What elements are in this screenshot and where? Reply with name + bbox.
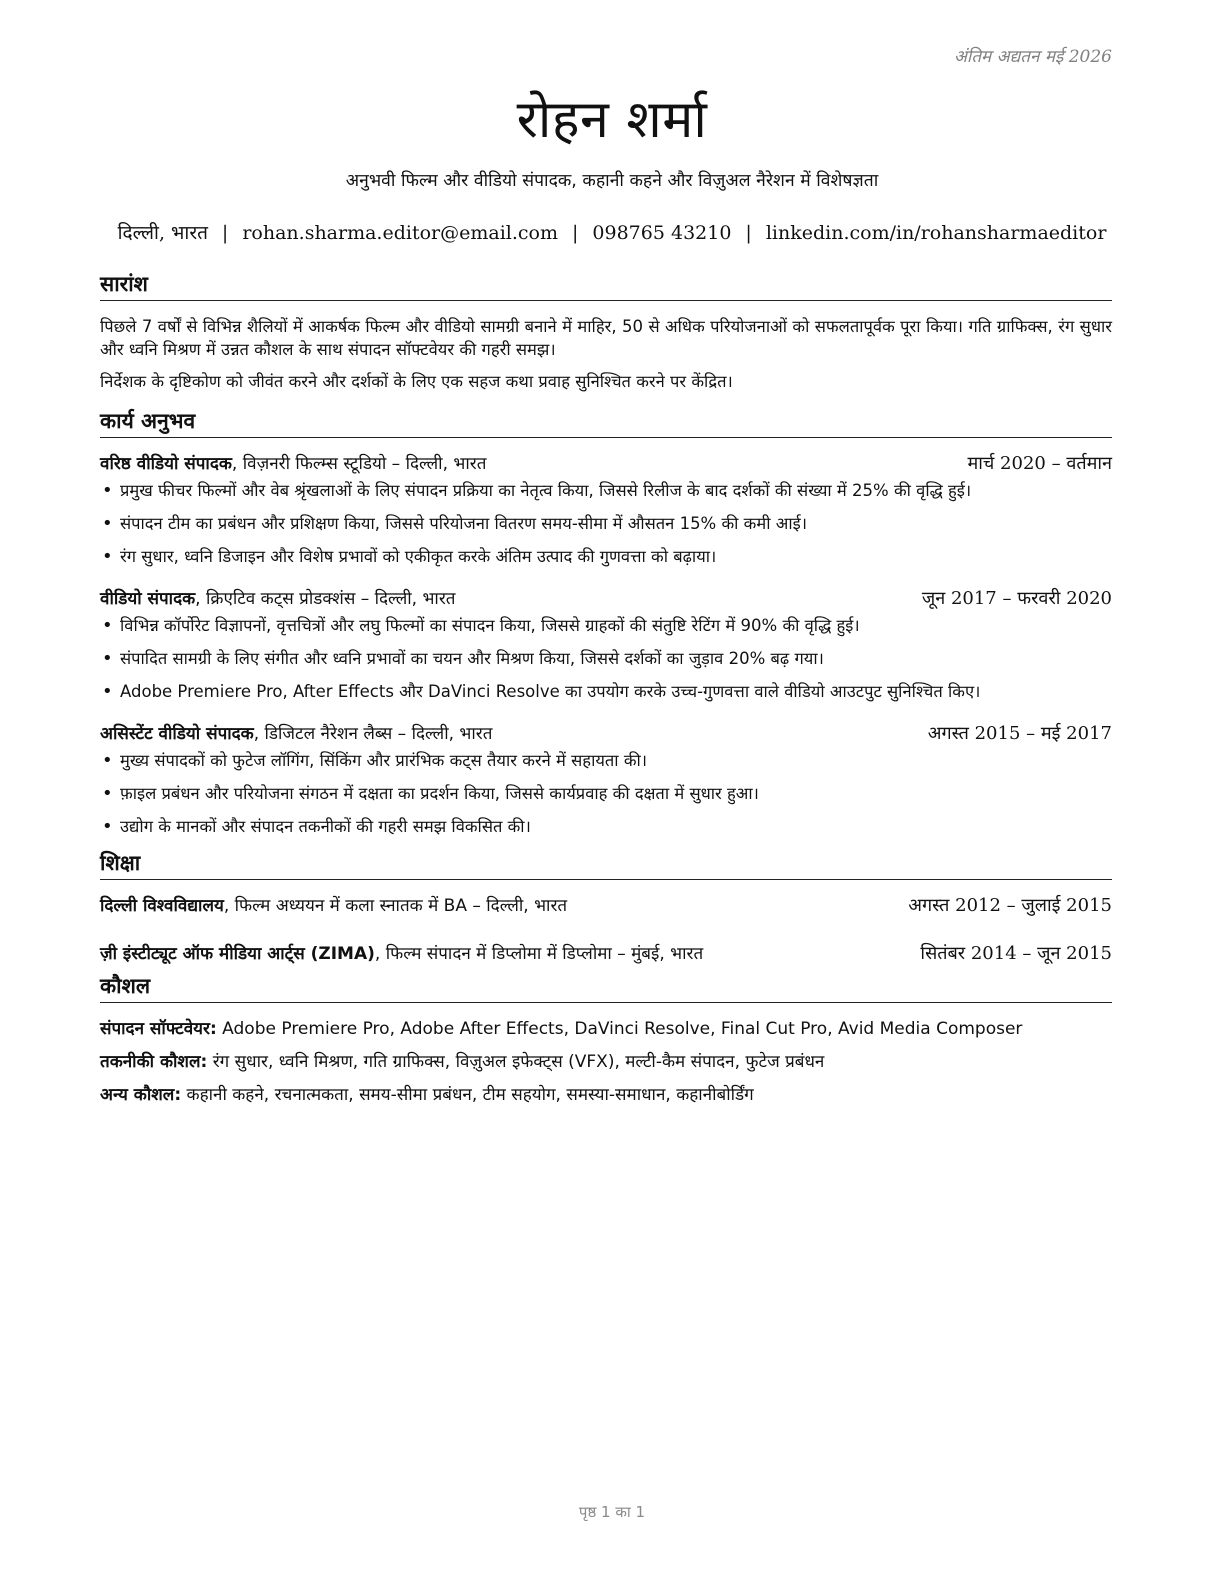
job-org: , विज़नरी फिल्म्स स्टूडियो – दिल्ली, भारत (231, 454, 487, 474)
job-bullet: • प्रमुख फीचर फिल्मों और वेब श्रृंखलाओं के लिए संपादन प्रक्रिया का नेतृत्व किया, जिससे रिलीज के बाद दर्शकों की संख्या में 25% की वृद्धि हुई। (100, 479, 1112, 503)
skill-label: अन्य कौशल: (100, 1085, 182, 1105)
contact-line (0, 219, 1224, 245)
job-entry (100, 452, 1112, 569)
skill-value: कहानी कहने, रचनात्मकता, समय-सीमा प्रबंधन, टीम सहयोग, समस्या-समाधान, कहानीबोर्डिंग (181, 1085, 754, 1105)
skill-label: तकनीकी कौशल: (100, 1052, 208, 1072)
job-bullets (100, 479, 1112, 569)
section-title-summary: सारांश (100, 270, 1112, 301)
job-role: वरिष्ठ वीडियो संपादक (100, 454, 232, 474)
job-header (100, 722, 1112, 746)
contact-separator: | (221, 222, 229, 244)
section-title-skills: कौशल (100, 972, 1112, 1003)
job-bullet: • उद्योग के मानकों और संपादन तकनीकों की गहरी समझ विकसित की। (100, 815, 1112, 839)
skill-row (100, 1050, 1112, 1074)
job-org: , क्रिएटिव कट्स प्रोडक्शंस – दिल्ली, भारत (195, 589, 456, 609)
job-header (100, 452, 1112, 476)
candidate-name: रोहन शर्मा (516, 90, 708, 150)
skill-value: रंग सुधार, ध्वनि मिश्रण, गति ग्राफिक्स, विज़ुअल इफेक्ट्स (VFX), मल्टी-कैम संपादन, फुटेज प्रबंधन (207, 1052, 825, 1072)
tagline: अनुभवी फिल्म और वीडियो संपादक, कहानी कहने और विज़ुअल नैरेशन में विशेषज्ञता (345, 171, 879, 191)
job-bullet: • रंग सुधार, ध्वनि डिजाइन और विशेष प्रभावों को एकीकृत करके अंतिम उत्पाद की गुणवत्ता को बढ़ाया। (100, 545, 1112, 569)
education-institution: ज़ी इंस्टीट्यूट ऑफ मीडिया आर्ट्स (ZIMA) (100, 944, 375, 964)
job-header (100, 587, 1112, 611)
job-bullets (100, 614, 1112, 704)
job-role: वीडियो संपादक (100, 589, 196, 609)
education-entry (100, 894, 1112, 918)
skill-value: Adobe Premiere Pro, Adobe After Effects, DaVinci Resolve, Final Cut Pro, Avid Media Composer (216, 1019, 1023, 1039)
last-updated: अंतिम अद्यतन मई 2026 (953, 47, 1112, 67)
job-dates: मार्च 2020 – वर्तमान (967, 453, 1112, 474)
job-entry (100, 722, 1112, 839)
job-bullet: • विभिन्न कॉर्पोरेट विज्ञापनों, वृत्तचित्रों और लघु फिल्मों का संपादन किया, जिससे ग्राहकों की संतुष्टि रेटिंग में 90% की वृद्धि हुई। (100, 614, 1112, 638)
resume-content (100, 270, 1112, 1116)
job-role: असिस्टेंट वीडियो संपादक (100, 724, 254, 744)
education-institution: दिल्ली विश्वविद्यालय (100, 896, 224, 916)
education-detail: , फिल्म अध्ययन में कला स्नातक में BA – दिल्ली, भारत (223, 896, 568, 916)
job-bullet: • संपादित सामग्री के लिए संगीत और ध्वनि प्रभावों का चयन और मिश्रण किया, जिससे दर्शकों का जुड़ाव 20% बढ़ गया। (100, 647, 1112, 671)
job-entry (100, 587, 1112, 704)
job-bullet: • फ़ाइल प्रबंधन और परियोजना संगठन में दक्षता का प्रदर्शन किया, जिससे कार्यप्रवाह की दक्षता में सुधार हुआ। (100, 782, 1112, 806)
education-dates: अगस्त 2012 – जुलाई 2015 (908, 895, 1112, 916)
skill-row (100, 1083, 1112, 1107)
contact-phone: 098765 43210 (592, 222, 732, 244)
skill-row (100, 1017, 1112, 1041)
education-detail: , फिल्म संपादन में डिप्लोमा में डिप्लोमा – मुंबई, भारत (374, 944, 704, 964)
job-dates: अगस्त 2015 – मई 2017 (927, 723, 1112, 744)
section-title-experience: कार्य अनुभव (100, 407, 1112, 438)
job-bullet: • संपादन टीम का प्रबंधन और प्रशिक्षण किया, जिससे परियोजना वितरण समय-सीमा में औसतन 15% की कमी आई। (100, 512, 1112, 536)
contact-location: दिल्ली, भारत (117, 222, 208, 244)
summary-paragraph: निर्देशक के दृष्टिकोण को जीवंत करने और दर्शकों के लिए एक सहज कथा प्रवाह सुनिश्चित करने पर केंद्रित। (100, 372, 733, 391)
summary-paragraph: पिछले 7 वर्षों से विभिन्न शैलियों में आकर्षक फिल्म और वीडियो सामग्री बनाने में माहिर, 50 से अधिक परियोजनाओं को सफलतापूर्वक पूरा किया। गति ग्राफिक्स, रंग सुधार और ध्वनि मिश्रण में उन्नत कौशल के साथ संपादन सॉफ्टवेयर की गहरी समझ। (100, 317, 1112, 359)
page-number: पृष्ठ 1 का 1 (578, 1503, 646, 1521)
education-entry (100, 942, 1112, 966)
education-dates: सितंबर 2014 – जून 2015 (920, 943, 1112, 964)
job-dates: जून 2017 – फरवरी 2020 (921, 588, 1112, 609)
job-bullet: • मुख्य संपादकों को फुटेज लॉगिंग, सिंकिंग और प्रारंभिक कट्स तैयार करने में सहायता की। (100, 749, 1112, 773)
job-bullet: • Adobe Premiere Pro, After Effects और DaVinci Resolve का उपयोग करके उच्च-गुणवत्ता वाले वीडियो आउटपुट सुनिश्चित किए। (100, 680, 1112, 704)
job-bullets (100, 749, 1112, 839)
contact-separator: | (745, 222, 752, 244)
job-org: , डिजिटल नैरेशन लैब्स – दिल्ली, भारत (253, 724, 493, 744)
contact-separator: | (572, 222, 579, 244)
contact-linkedin[interactable]: linkedin.com/in/rohansharmaeditor (765, 222, 1107, 244)
contact-email[interactable]: rohan.sharma.editor@email.com (242, 222, 558, 244)
section-title-education: शिक्षा (100, 849, 1112, 880)
skill-label: संपादन सॉफ्टवेयर: (100, 1019, 217, 1039)
